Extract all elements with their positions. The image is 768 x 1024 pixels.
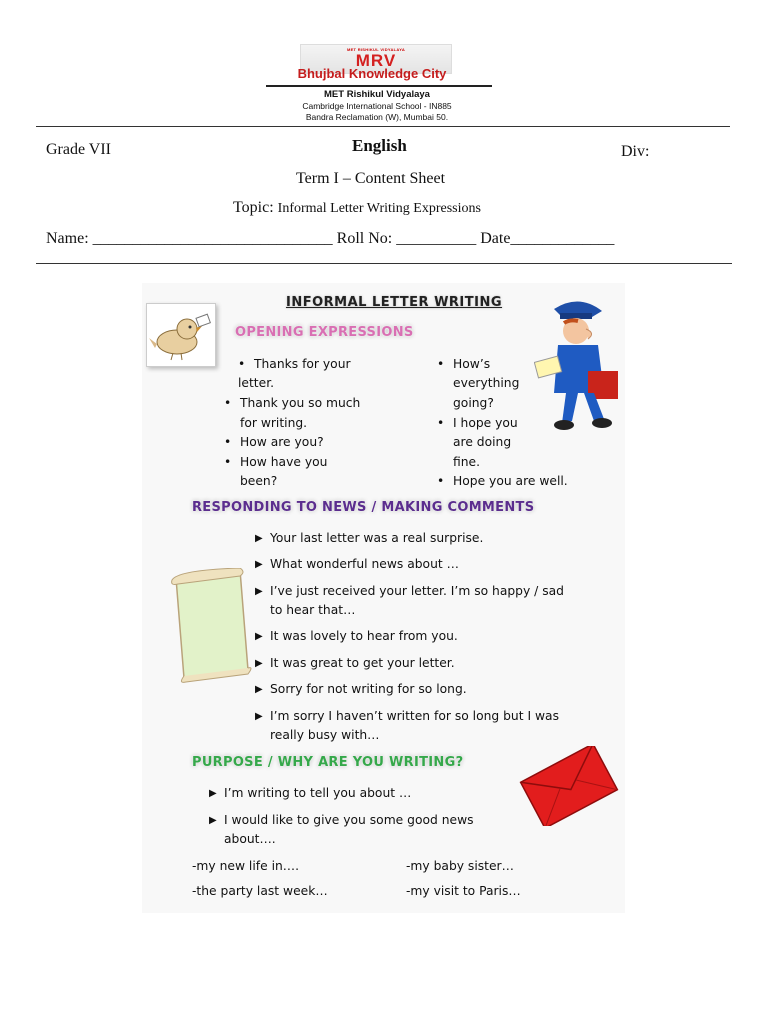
list-item: • How are you? (240, 435, 324, 449)
letterhead-divider (266, 85, 492, 87)
responding-heading: RESPONDING TO NEWS / MAKING COMMENTS (192, 500, 535, 515)
example-item: -my new life in…. (192, 859, 299, 873)
logo-city-name: Bhujbal Knowledge City (297, 66, 447, 81)
envelope-illustration (518, 746, 620, 826)
header-rule-bottom (36, 263, 732, 264)
example-item: -the party last week… (192, 884, 328, 898)
bird-icon (147, 304, 215, 366)
list-item-cont: to hear that… (270, 603, 356, 617)
example-item: -my baby sister… (406, 859, 514, 873)
list-item: ▶ I’ve just received your letter. I’m so happy / sad (270, 584, 564, 598)
list-item: • How have you (240, 455, 327, 469)
paper-scroll-icon (170, 568, 252, 683)
list-item-cont: going? (453, 396, 494, 410)
postman-icon (534, 293, 624, 433)
list-item: ▶ It was great to get your letter. (270, 656, 455, 670)
subject-title: English (352, 136, 407, 155)
student-details-row: Name: ______________________________ Roll No: __________ Date_____________ (46, 230, 615, 247)
example-item: -my visit to Paris… (406, 884, 521, 898)
school-affiliation: Cambridge International School - IN885 (302, 101, 452, 111)
topic-line (233, 199, 481, 217)
term-title: Term I – Content Sheet (296, 170, 446, 187)
list-item: ▶ It was lovely to hear from you. (270, 629, 458, 643)
list-item: • Thanks for your (254, 357, 351, 371)
grade-label: Grade VII (46, 141, 112, 158)
list-item: ▶ I’m writing to tell you about … (224, 786, 411, 800)
school-address: Bandra Reclamation (W), Mumbai 50. (305, 112, 449, 122)
list-item-cont: everything (453, 376, 520, 390)
list-item: ▶ I’m sorry I haven’t written for so long but I was (270, 709, 559, 723)
list-item-cont: about…. (224, 832, 276, 846)
header-rule-top (36, 126, 730, 127)
topic-label: Topic: (233, 199, 274, 216)
list-item: • Thank you so much (240, 396, 360, 410)
list-item: • How’s (453, 357, 490, 371)
list-item: ▶ I would like to give you some good news (224, 813, 474, 827)
topic-value: Informal Letter Writing Expressions (277, 201, 481, 216)
list-item: • I hope you (453, 416, 518, 430)
logo-mrv-text: MRV (355, 51, 397, 70)
list-item: ▶ What wonderful news about … (270, 557, 459, 571)
purpose-heading: PURPOSE / WHY ARE YOU WRITING? (192, 755, 464, 770)
list-item-cont: fine. (453, 455, 481, 469)
sheet-title: INFORMAL LETTER WRITING (286, 295, 503, 310)
list-item-cont: letter. (238, 376, 275, 390)
list-item-cont: for writing. (240, 416, 308, 430)
list-item-cont: really busy with… (270, 728, 380, 742)
bird-illustration (146, 303, 216, 367)
worksheet-panel (142, 283, 625, 913)
opening-expressions-heading: OPENING EXPRESSIONS (235, 325, 414, 340)
division-label: Div: (621, 143, 650, 160)
list-item: ▶ Sorry for not writing for so long. (270, 682, 467, 696)
school-name: MET Rishikul Vidyalaya (324, 89, 430, 100)
logo-tagline: MET RISHIKUL VIDYALAYA (346, 47, 406, 52)
list-item-cont: been? (240, 474, 278, 488)
list-item: • Hope you are well. (453, 474, 568, 488)
envelope-icon (518, 746, 620, 826)
list-item: ▶ Your last letter was a real surprise. (270, 531, 483, 545)
scroll-illustration (170, 568, 252, 683)
postman-illustration (534, 293, 624, 433)
list-item-cont: are doing (453, 435, 512, 449)
